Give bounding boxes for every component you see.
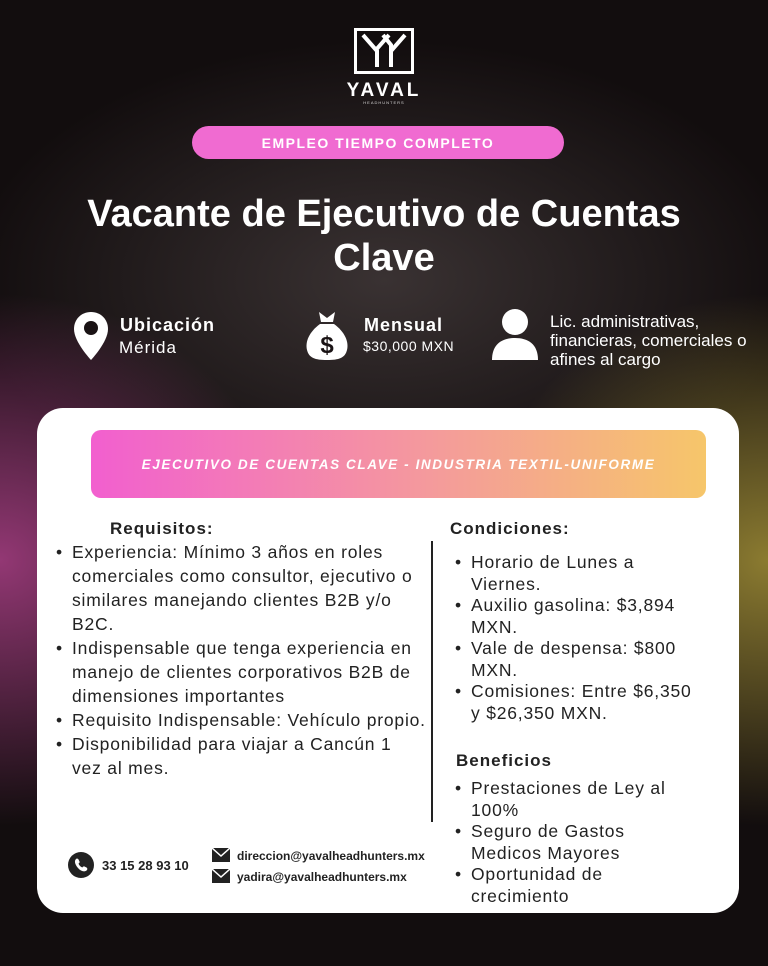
- yaval-logo-icon: [357, 31, 411, 71]
- list-item: • Disponibilidad para viajar a Cancún 1 vez al mes.: [56, 732, 426, 780]
- column-divider: [431, 541, 433, 822]
- salary-value: $30,000 MXN: [363, 338, 455, 354]
- benefits-list: [455, 778, 695, 907]
- salary-label: Mensual: [364, 315, 444, 335]
- requirements-list: [56, 540, 426, 780]
- page-title: Vacante de Ejecutivo de Cuentas Clave: [87, 193, 681, 279]
- education-requirement: Lic. administrativas, financieras, comerciales o afines al cargo: [550, 312, 747, 369]
- benefits-heading: Beneficios: [456, 751, 552, 770]
- list-item: • Auxilio gasolina: $3,894 MXN.: [455, 595, 695, 638]
- list-item: • Horario de Lunes a Viernes.: [455, 552, 695, 595]
- conditions-heading: Condiciones:: [450, 519, 570, 538]
- logo-name: YAVAL: [346, 80, 422, 101]
- list-item: • Seguro de Gastos Medicos Mayores: [455, 821, 695, 864]
- email-direccion[interactable]: direccion@yavalheadhunters.mx: [237, 849, 425, 863]
- conditions-list: [455, 552, 695, 724]
- list-item: • Oportunidad de crecimiento: [455, 864, 695, 907]
- list-item: • Vale de despensa: $800 MXN.: [455, 638, 695, 681]
- list-item: • Experiencia: Mínimo 3 años en roles comerciales como consultor, ejecutivo o similares manejando clientes B2B y/o B2C.: [56, 540, 426, 636]
- requirements-heading: Requisitos:: [110, 519, 214, 538]
- location-pin-icon: [72, 310, 110, 362]
- position-banner: EJECUTIVO DE CUENTAS CLAVE - INDUSTRIA TEXTIL-UNIFORME: [91, 430, 706, 498]
- svg-text:$: $: [320, 332, 334, 359]
- phone-icon: [68, 852, 94, 878]
- job-type-badge: EMPLEO TIEMPO COMPLETO: [192, 126, 564, 159]
- money-bag-icon: [303, 308, 351, 362]
- list-item: • Comisiones: Entre $6,350 y $26,350 MXN.: [455, 681, 695, 724]
- person-icon: [490, 306, 540, 362]
- location-value: Mérida: [119, 338, 177, 357]
- phone-number[interactable]: 33 15 28 93 10: [102, 858, 189, 873]
- email-yadira[interactable]: yadira@yavalheadhunters.mx: [237, 870, 407, 884]
- mail-icon: [212, 869, 230, 883]
- list-item: • Indispensable que tenga experiencia en manejo de clientes corporativos B2B de dimensiones importantes: [56, 636, 426, 708]
- logo-tagline: HEADHUNTERS: [363, 100, 405, 105]
- list-item: • Requisito Indispensable: Vehículo propio.: [56, 708, 426, 732]
- logo-mark: [354, 28, 414, 74]
- mail-icon: [212, 848, 230, 862]
- list-item: • Prestaciones de Ley al 100%: [455, 778, 695, 821]
- location-label: Ubicación: [120, 315, 216, 335]
